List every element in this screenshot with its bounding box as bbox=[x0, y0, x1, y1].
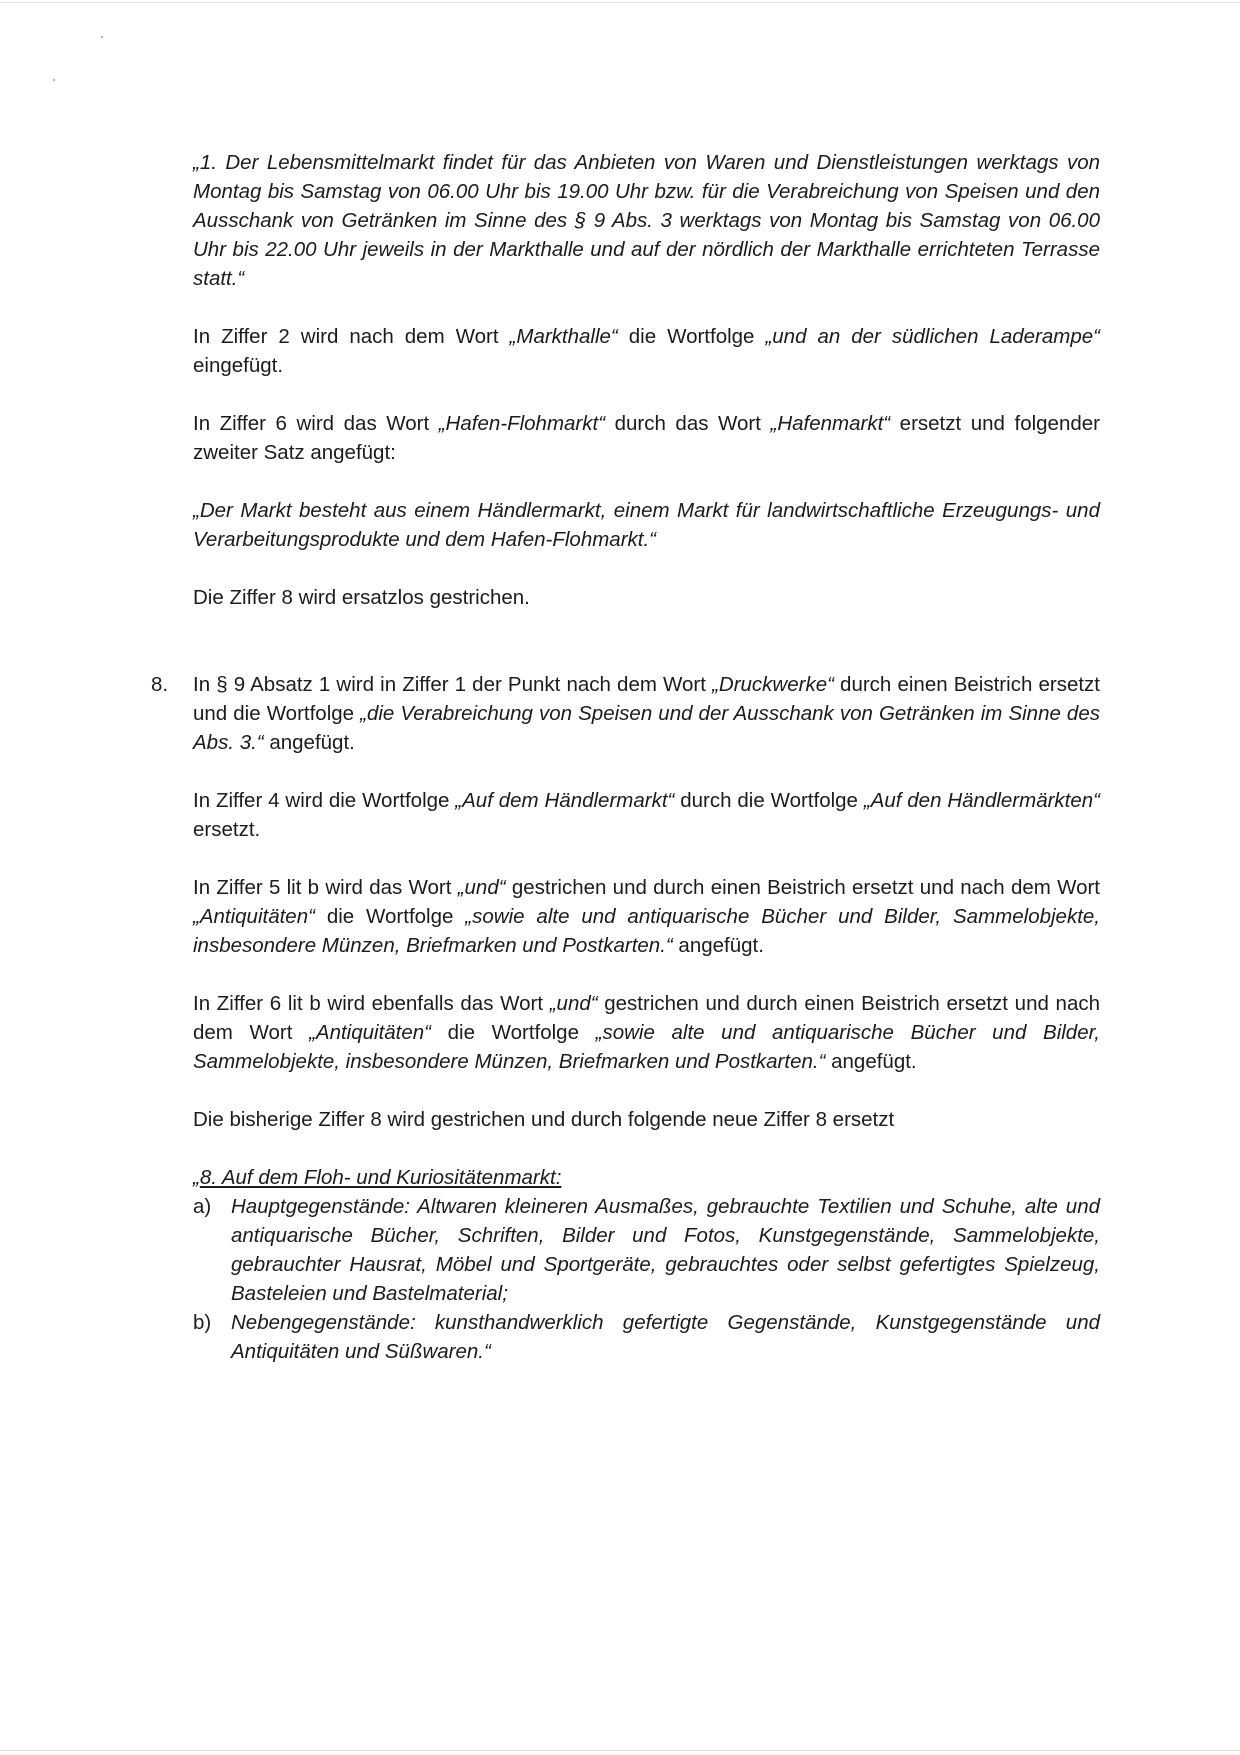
scan-speck bbox=[101, 36, 103, 38]
scan-edge-bottom bbox=[0, 1750, 1240, 1751]
paragraph-section-8: In § 9 Absatz 1 wird in Ziffer 1 der Punkt nach dem Wort „Druckwerke“ durch einen Beistrich ersetzt und die Wortfolge „die Verabreichung von Speisen und der Ausschank von Getränken im Sinne des Abs. 3.“ angefügt. bbox=[193, 673, 1100, 754]
document-body bbox=[151, 148, 1101, 1366]
list-item-b: b) Nebengegenstände: kunsthandwerklich gefertigte Gegenstände, Kunstgegenstände und Antiquitäten und Süßwaren.“ bbox=[193, 1311, 1100, 1363]
paragraph-ziffer-8-removed: Die Ziffer 8 wird ersatzlos gestrichen. bbox=[193, 586, 530, 609]
paragraph-ziffer-2: In Ziffer 2 wird nach dem Wort „Markthalle“ die Wortfolge „und an der südlichen Laderampe“ eingefügt. bbox=[193, 325, 1100, 377]
paragraph-new-ziffer-8: Die bisherige Ziffer 8 wird gestrichen und durch folgende neue Ziffer 8 ersetzt bbox=[193, 1108, 895, 1131]
scan-speck bbox=[53, 79, 55, 81]
paragraph-ziffer-1-quote: „1. Der Lebensmittelmarkt findet für das Anbieten von Waren und Dienstleistungen werktags von Montag bis Samstag von 06.00 Uhr bis 19.00 Uhr bzw. für die Verabreichung von Speisen und den Ausschank von Getränken im Sinne des § 9 Abs. 3 werktags von Montag bis Samstag von 06.00 Uhr bis 22.00 Uhr jeweils in der Markthalle und auf der nördlich der Markthalle errichteten Terrasse statt.“ bbox=[193, 151, 1100, 290]
paragraph-markt-quote: „Der Markt besteht aus einem Händlermarkt, einem Markt für landwirtschaftliche Erzeugungs- und Verarbeitungsprodukte und dem Hafen-Flohmarkt.“ bbox=[193, 499, 1100, 551]
paragraph-ziffer-6: In Ziffer 6 wird das Wort „Hafen-Flohmarkt“ durch das Wort „Hafenmarkt“ ersetzt und folgender zweiter Satz angefügt: bbox=[193, 412, 1100, 464]
new-ziffer-8-heading: „8. Auf dem Floh- und Kuriositätenmarkt: bbox=[193, 1166, 562, 1189]
section-8 bbox=[151, 670, 1100, 757]
paragraph-ziffer-6-lit-b: In Ziffer 6 lit b wird ebenfalls das Wort „und“ gestrichen und durch einen Beistrich ersetzt und nach dem Wort „Antiquitäten“ die Wortfolge „sowie alte und antiquarische Bücher und Bilder, Sammelobjekte, insbesondere Münzen, Briefmarken und Postkarten.“ angefügt. bbox=[193, 992, 1100, 1073]
paragraph-ziffer-5: In Ziffer 5 lit b wird das Wort „und“ gestrichen und durch einen Beistrich ersetzt und nach dem Wort „Antiquitäten“ die Wortfolge „sowie alte und antiquarische Bücher und Bilder, Sammelobjekte, insbesondere Münzen, Briefmarken und Postkarten.“ angefügt. bbox=[193, 876, 1101, 957]
list-item-a: a) Hauptgegenstände: Altwaren kleineren Ausmaßes, gebrauchte Textilien und Schuhe, alte und antiquarische Bücher, Schriften, Bilder und Fotos, Kunstgegenstände, Sammelobjekte, gebrauchter Hausrat, Möbel und Sportgeräte, gebrauchtes oder selbst gefertigtes Spielzeug, Basteleien und Bastelmaterial; bbox=[193, 1195, 1100, 1305]
paragraph-ziffer-4: In Ziffer 4 wird die Wortfolge „Auf dem Händlermarkt“ durch die Wortfolge „Auf den Händlermärkten“ ersetzt. bbox=[193, 789, 1101, 841]
scan-edge-top bbox=[0, 2, 1240, 3]
section-number: 8. bbox=[151, 673, 169, 696]
